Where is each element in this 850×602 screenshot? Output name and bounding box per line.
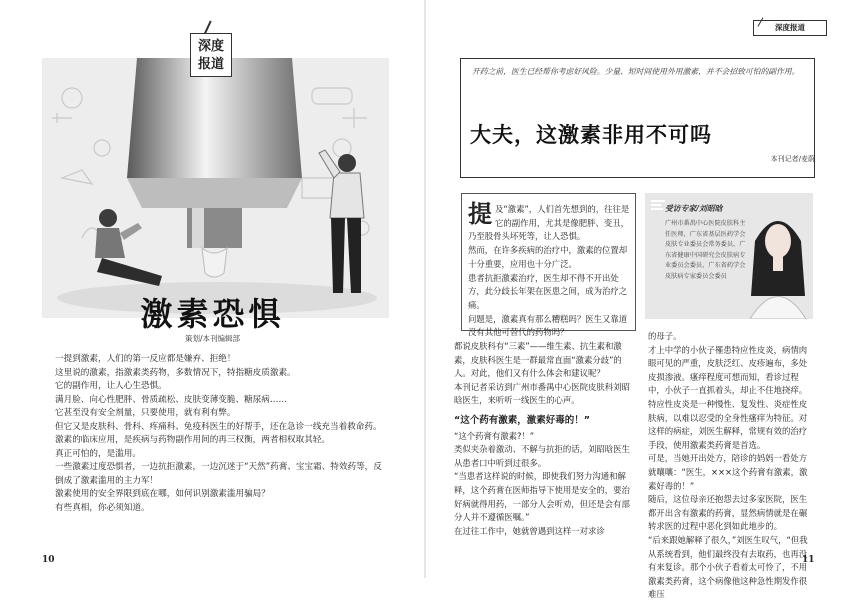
body-paragraph: 在过往工作中，她就曾遇到这样一对求诊: [454, 525, 605, 536]
lead-paragraph: 患者抗拒激素治疗，医生却不得不开出处方，此分歧长年架在医患之间，成为治疗之痛。: [468, 272, 628, 310]
article-standfirst: 开药之前，医生已经帮你考虑好风险。少量、短时间使用外用激素，并不会招致可怕的副作用。: [472, 67, 800, 76]
expert-portrait: [745, 201, 811, 319]
intro-paragraph: 满月脸、向心性肥胖、骨质疏松、皮肤变薄变脆、糖尿病……: [55, 394, 288, 405]
body-paragraph: 的母子。: [648, 331, 682, 341]
lead-paragraph: 提及“激素”，人们首先想到的，往往是它的副作用，尤其是像肥胖、变丑，乃至股骨头坏死等，让人恐惧。: [468, 199, 630, 242]
body-paragraph: 都说皮肤科有“三素”——维生素、抗生素和激素，皮肤科医生是一群最常直面“激素分歧”的人。对此，他们又有什么体会和建议呢？: [454, 341, 622, 379]
intro-paragraph: 这里说的激素，指激素类药物，多数情况下，特指糖皮质激素。: [55, 367, 296, 378]
intro-paragraph: 激素的临床应用，是疾病与药物副作用间的再三权衡，两者相权取其轻。: [55, 435, 331, 445]
intro-paragraph: 一提到激素，人们的第一反应都是嫌弃、拒绝！: [55, 354, 236, 364]
standing-man-figure: [319, 150, 364, 293]
intro-paragraph: 它的副作用，让人心生恐惧。: [55, 381, 167, 391]
body-paragraph: “当患者这样说的时候，即使我们努力沟通和解释，这个药膏在医师指导下使用是安全的，要治好病就得用药，一部分人会听劝，但还是会有部分人并不遵循医嘱。”: [454, 471, 630, 523]
lead-text: [468, 199, 631, 340]
section-tag-line2: 报道: [197, 57, 224, 72]
expert-label: 受访专家/刘昭晗: [665, 204, 723, 213]
article-column-middle: [454, 340, 634, 538]
section-subhead: “这个药有激素，激素好毒的！”: [454, 414, 590, 426]
body-paragraph: 本刊记者采访到广州市番禺中心医院皮肤科刘昭晗医生，来听听一线医生的心声。: [454, 381, 630, 406]
body-paragraph: “这个药膏有激素?！”: [454, 430, 535, 441]
ointment-tube-illustration: [42, 58, 389, 318]
article-title: 大夫，这激素非用不可吗: [470, 122, 712, 147]
intro-paragraph: 但它又是皮肤科、骨科、疼痛科、免疫科医生的好帮手，还在急诊一线充当着救命药。: [55, 421, 382, 432]
intro-paragraph: 有些真相，你必须知道。: [55, 502, 150, 513]
intro-paragraph: 一些激素过度恐惧者，一边抗拒激素，一边沉迷于“天然”药膏、宝宝霜、特效药等，反倒成了激素滥用的主力军！: [55, 462, 382, 486]
intro-paragraph: 激素使用的安全界限到底在哪，如何识别激素滥用骗局？: [55, 489, 270, 499]
feature-intro-text: [55, 353, 387, 515]
body-paragraph: 随后，这位母亲还抱怨去过多家医院，医生都开出含有激素的药膏，显然病情就是在碾转求医的过程中恶化到如此地步的。: [648, 494, 808, 532]
page-number-left: 10: [42, 555, 55, 565]
body-paragraph: “后来跟她解释了很久，”刘医生叹气，“但我从系统看到，他们最终没有去取药，也再没有来复诊。那个小伙子看着太可怜了，不用激素类药膏，这个病像他这种急性期发作很难压: [648, 534, 808, 600]
intro-paragraph: 它甚至没有安全剂量，只要使用，就有利有弊。: [55, 408, 236, 418]
feature-byline: 策划/本刊编辑部: [184, 334, 241, 343]
intro-paragraph: 真正可怕的，是滥用。: [55, 448, 141, 459]
section-tag-line1: 深度: [197, 39, 224, 54]
feature-title: 激素恐惧: [140, 295, 285, 333]
speech-icon: [650, 198, 666, 214]
drop-cap: 提: [468, 199, 492, 228]
page-number-right: 11: [802, 555, 815, 565]
cover-illustration: [42, 58, 389, 318]
article-column-right: [648, 330, 813, 602]
body-paragraph: 才上中学的小伙子罹患特应性皮炎，病情肉眼可见的严重，皮肤泛红、皮疹遍布，多处皮损渗液。瘙痒程度可想而知，看诊过程中，小伙子一直抓着头，却止不住地挠痒。: [648, 344, 808, 396]
body-paragraph: 类似夹杂着激动、不解与抗拒的话，刘昭晗医生从患者口中听到过很多。: [454, 444, 630, 468]
lead-paragraph: 问题是，激素真有那么糟糕吗？医生又靠道没有其他可替代的药物吗？: [468, 313, 628, 338]
section-tag: [190, 33, 232, 77]
lead-paragraph: 然而，在许多疾病的治疗中，激素的位置却十分重要，应用也十分广泛。: [468, 245, 628, 269]
expert-description: 广州市番禺中心医院皮肤科主任医师，广东省基层医药学会皮肤专业委员会常务委员，广东省健康中国研究会皮肤病专业委员会委员，广东省药学会皮肤病专家委员会委员: [665, 220, 746, 280]
running-header-tag: 深度报道: [753, 20, 827, 36]
body-paragraph: 特应性皮炎是一种慢性、复发性、炎症性皮肤病，以难以忍受的全身性瘙痒为特征。对这样的病症，刘医生解释，常规有效的治疗手段，使用激素类药膏是首选。: [648, 398, 808, 450]
sitting-man-figure: [95, 209, 162, 286]
body-paragraph: 可是，当她开出处方，陪诊的妈妈一看处方就嚷嚷：“医生，×××这个药膏有激素，激素好毒的！”: [648, 453, 808, 491]
article-author: 本刊记者/麦蔚: [770, 155, 815, 163]
